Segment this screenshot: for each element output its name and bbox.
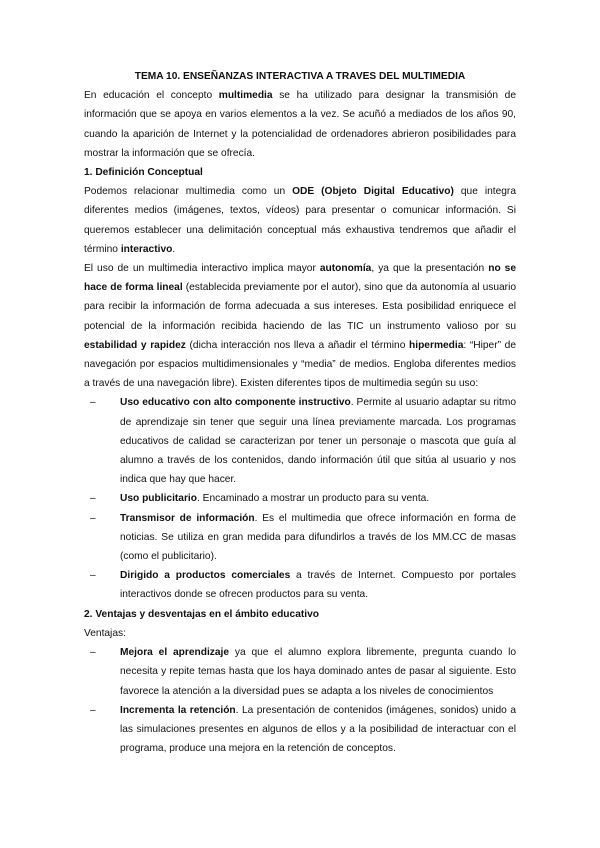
list-item-bold: Mejora el aprendizaje <box>120 647 230 659</box>
dash-marker: – <box>90 704 96 716</box>
definition-paragraph-1 <box>84 182 516 259</box>
def1-text-1: Podemos relacionar multimedia como un <box>84 186 293 198</box>
list-item-text: a través de Internet. Compuesto por portales interactivos donde se ofrecen productos para su venta. <box>120 570 517 601</box>
def1-bold-interactivo: interactivo <box>120 243 173 255</box>
def1-text-3: . <box>172 243 176 255</box>
definition-paragraph-2 <box>84 259 516 393</box>
list-item-text: . Es el multimedia que ofrece información en forma de noticias. Se utiliza en gran medida para difundirlos a través de los MM.CC de masas (como el publicitario). <box>120 512 516 563</box>
intro-bold-multimedia: multimedia <box>218 90 273 102</box>
def2-text-1: El uso de un multimedia interactivo implica mayor <box>84 263 320 275</box>
list-item <box>84 509 516 567</box>
ventajas-label: Ventajas: <box>84 627 126 639</box>
multimedia-uses-list <box>84 393 516 604</box>
section-2-heading: 2. Ventajas y desventajas en el ámbito educativo <box>84 608 319 620</box>
dash-marker: – <box>90 570 96 582</box>
dash-marker: – <box>90 647 96 659</box>
list-item-text: ya que el alumno explora libremente, pregunta cuando lo necesita y repite temas hasta que los haya dominado antes de pasar al siguiente. Esto favorece la atención a la diversidad pues se adapta a los niveles de conocimientos <box>120 647 516 697</box>
dash-marker: – <box>90 397 96 409</box>
list-item <box>84 566 516 604</box>
list-item <box>84 701 516 759</box>
dash-marker: – <box>90 512 96 524</box>
def2-bold-estabilidad: estabilidad y rapidez <box>84 339 186 351</box>
def1-bold-ode: ODE (Objeto Digital Educativo) <box>292 186 454 198</box>
list-item-bold: Incrementa la retención <box>120 704 236 716</box>
def2-bold-no-lineal: no se hace de forma lineal <box>84 263 516 294</box>
intro-paragraph <box>84 86 516 163</box>
def2-text-3: (establecida previamente por el autor), sino que da autonomía al usuario para recibir la información de forma adecuada a sus intereses. Esta posibilidad enriquece el potencial de la información recibida haciendo de las TIC un instrumento valioso por su <box>84 282 517 332</box>
intro-text-2: se ha utilizado para designar la transmisión de información que se apoya en varios elementos a la vez. Se acuñó a mediados de los años 90, cuando la aparición de Internet y la potencialidad de ordenadores abrieron posibilidades para mostrar la información que se ofrecía. <box>84 90 516 159</box>
advantages-list <box>84 643 516 758</box>
section-1-heading: 1. Definición Conceptual <box>84 167 203 179</box>
list-item <box>84 489 516 508</box>
def1-text-2: que integra diferentes medios (imágenes, textos, vídeos) para presentar o comunicar información. Si queremos establecer una delimitación conceptual más exhaustiva tendremos que añadir el término <box>84 186 516 255</box>
def2-bold-autonomia: autonomía <box>319 263 372 275</box>
list-item-text: . Encaminado a mostrar un producto para su venta. <box>196 493 430 505</box>
list-item-bold: Uso educativo con alto componente instructivo <box>120 397 351 409</box>
document-title: TEMA 10. ENSEÑANZAS INTERACTIVA A TRAVES DEL MULTIMEDIA <box>134 71 466 82</box>
list-item-text: . La presentación de contenidos (imágenes, sonidos) unido a las simulaciones presentes en algunos de ellos y a la posibilidad de interactuar con el programa, produce una mejora en la retención de conceptos. <box>120 704 516 755</box>
intro-text-1: En educación el concepto <box>84 90 219 102</box>
def2-text-4: (dicha interacción nos lleva a añadir el término <box>185 339 410 351</box>
list-item <box>84 643 516 701</box>
def2-bold-hipermedia: hipermedia <box>409 339 464 351</box>
list-item <box>84 393 516 489</box>
def2-text-5: : “Hiper” de navegación por espacios multidimensionales y “media” de medios. Engloba diferentes medios a través de una navegación libre). Existen diferentes tipos de multimedia según su uso: <box>84 339 516 390</box>
list-item-bold: Dirigido a productos comerciales <box>120 570 291 582</box>
list-item-bold: Uso publicitario <box>120 493 197 505</box>
def2-text-2: , ya que la presentación <box>371 263 489 275</box>
dash-marker: – <box>90 493 96 505</box>
list-item-text: . Permite al usuario adaptar su ritmo de aprendizaje sin tener que seguir una línea previamente marcada. Los programas educativos de calidad se caracterizan por tener un personaje o mascota que guía al alumno a través de los contenidos, dando información útil que sitúa al usuario y nos indica que hay que hacer. <box>120 397 516 486</box>
list-item-bold: Transmisor de información <box>120 512 255 524</box>
